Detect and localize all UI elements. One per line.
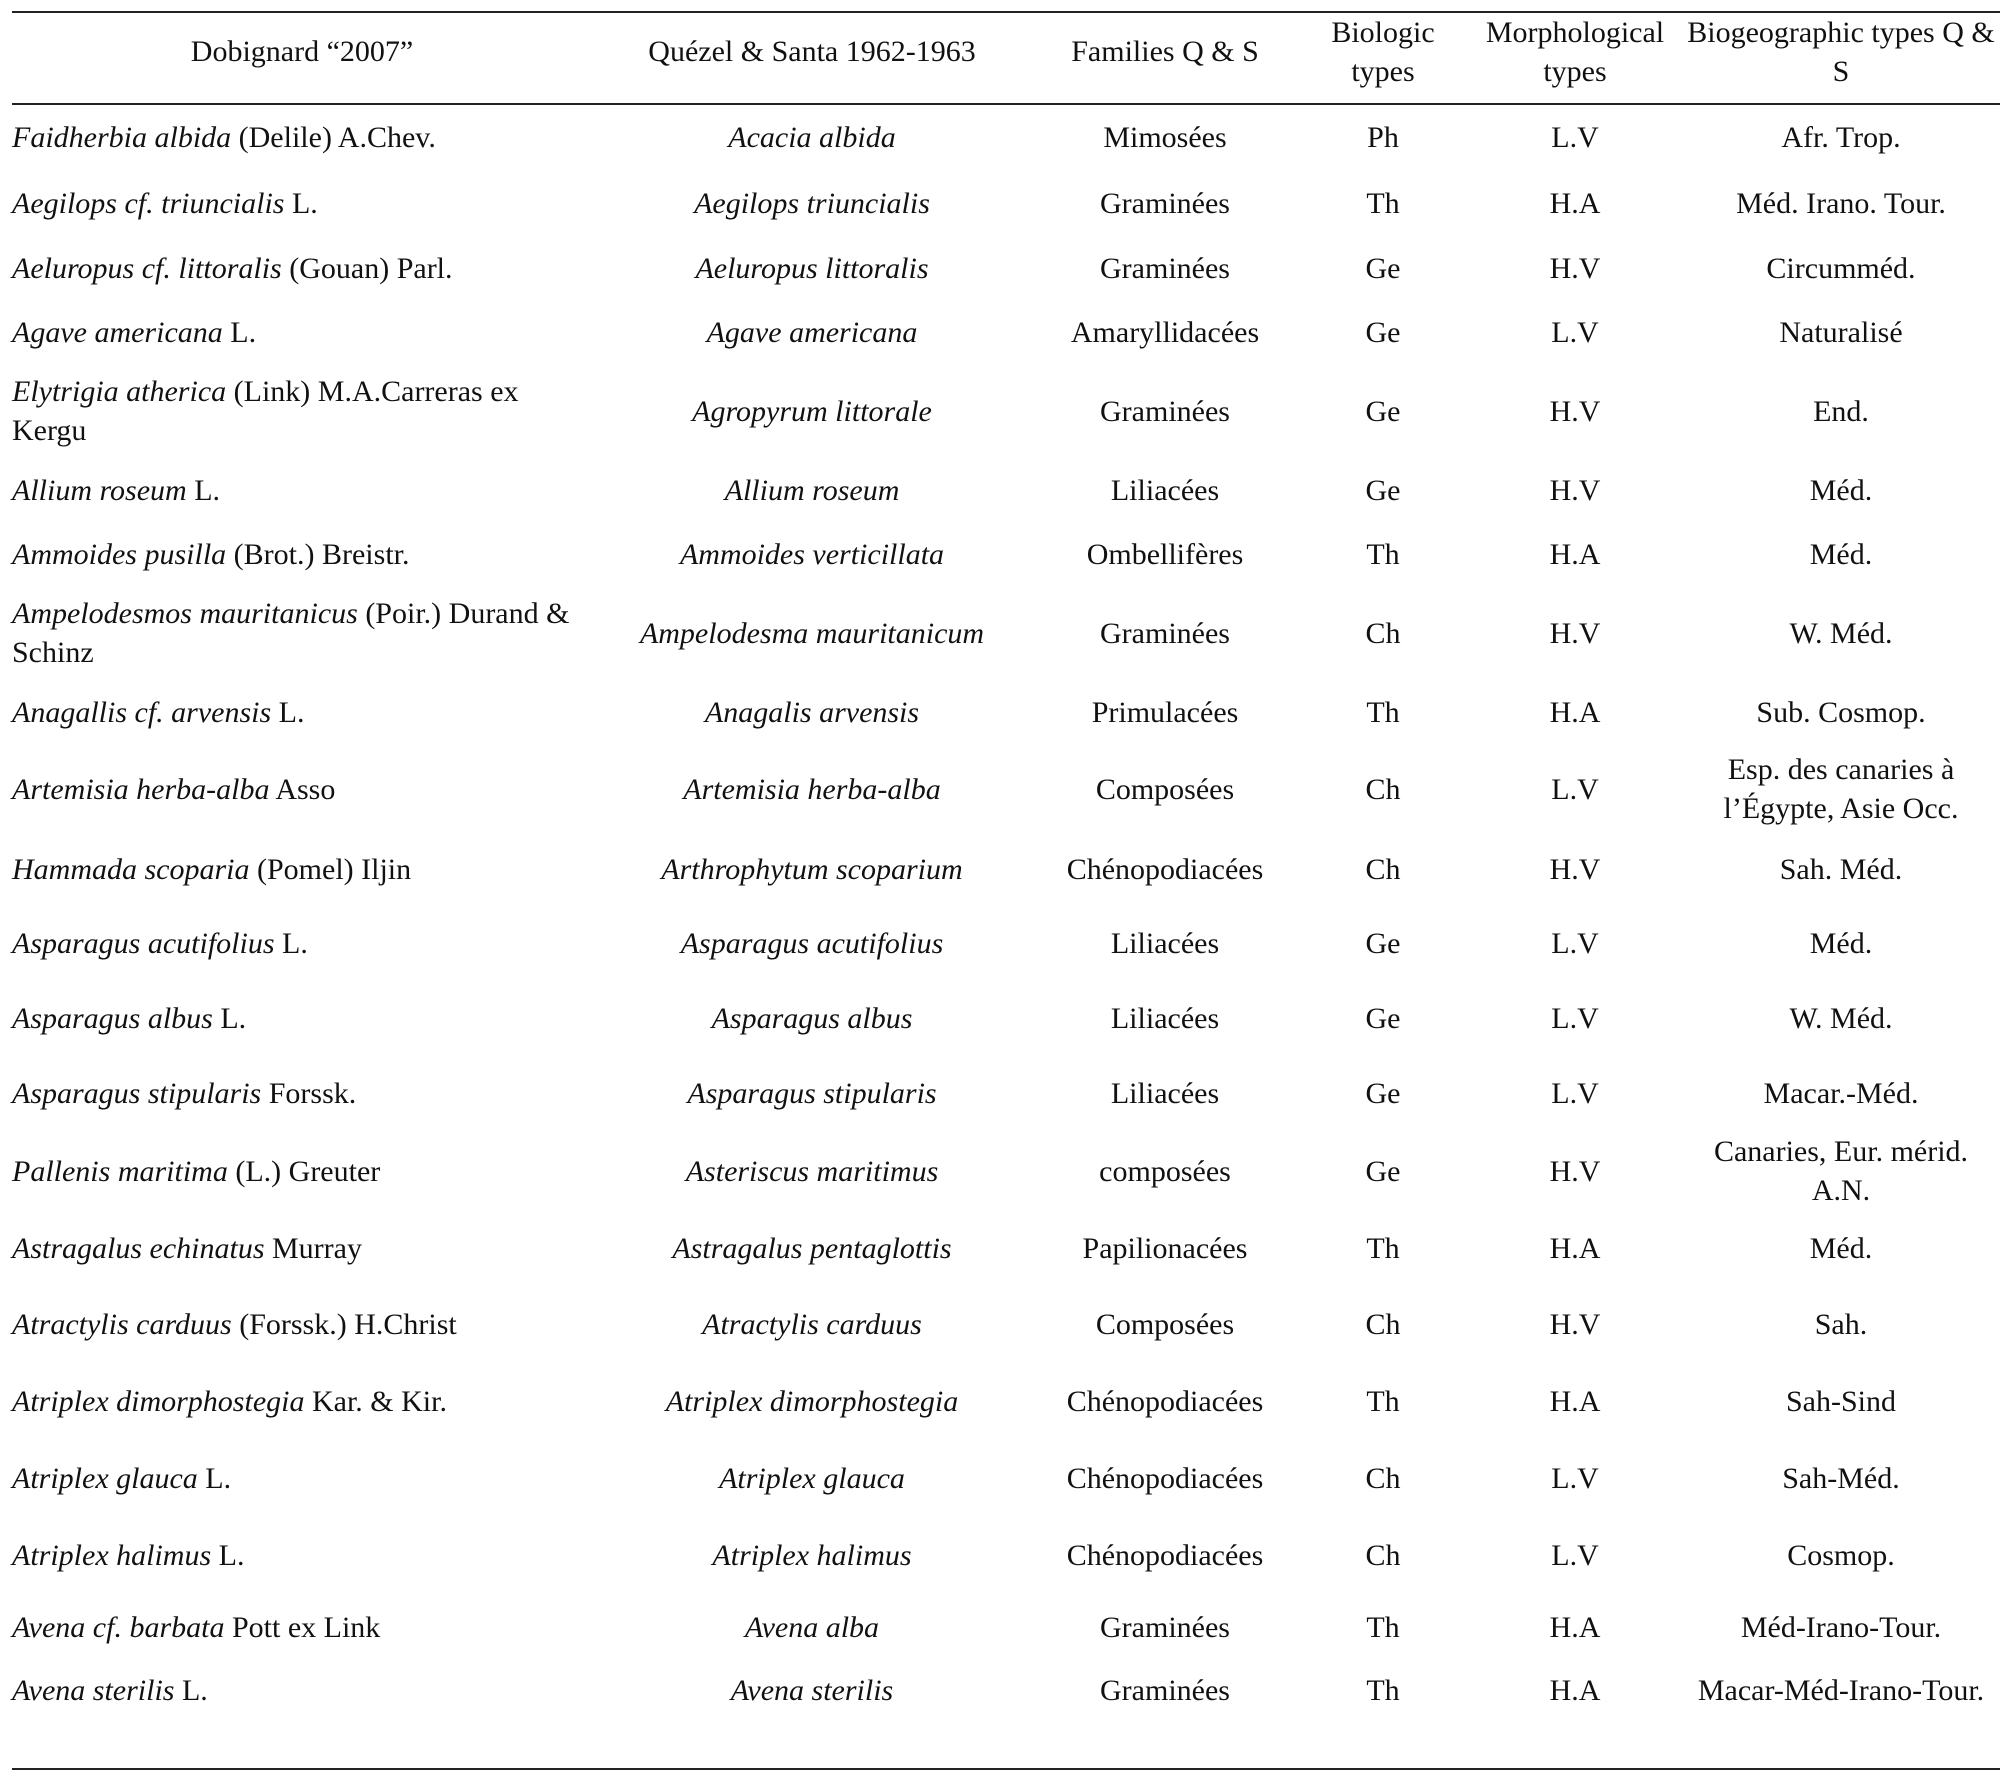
cell-morphological-type: H.V (1549, 616, 1601, 650)
cell-family: Ombellifères (1086, 537, 1244, 571)
header-dobignard: Dobignard “2007” (12, 0, 592, 104)
cell-biologic-type: Ge (1365, 1001, 1401, 1035)
species-author: (Brot.) Breistr. (226, 537, 410, 571)
species-author: L. (186, 473, 221, 507)
cell-morphological-type: H.A (1549, 537, 1601, 571)
cell-dobignard-name (12, 458, 592, 522)
species-name: Agave americana (12, 315, 223, 349)
cell-dobignard-name (12, 1054, 592, 1132)
cell-quezel-santa-name: Anagalis arvensis (704, 695, 920, 729)
cell-biologic-type: Th (1366, 186, 1400, 220)
species-author: L. (271, 695, 305, 729)
table-row (12, 744, 2000, 834)
cell-family: Graminées (1100, 1673, 1230, 1707)
species-name: Faidherbia albida (12, 121, 232, 154)
table-row (12, 458, 2000, 522)
species-author: L. (222, 315, 257, 349)
cell-family: Amaryllidacées (1070, 315, 1260, 349)
cell-biologic-type: Ge (1365, 315, 1401, 349)
cell-morphological-type: H.A (1549, 186, 1601, 220)
table-row (12, 522, 2000, 586)
cell-morphological-type: L.V (1551, 1538, 1599, 1572)
cell-biogeographic-type: Afr. Trop. (1781, 121, 1901, 154)
species-author: L. (174, 1673, 208, 1707)
cell-quezel-santa-name: Allium roseum (724, 473, 900, 507)
species-author: (Forssk.) H.Christ (231, 1307, 457, 1341)
cell-morphological-type: H.A (1549, 1673, 1601, 1707)
cell-biogeographic-type: Sah. Méd. (1779, 852, 1903, 886)
cell-family: Liliacées (1110, 926, 1220, 960)
species-name: Avena sterilis (12, 1673, 175, 1707)
species-author: (Delile) A.Chev. (231, 121, 436, 154)
cell-morphological-type: H.V (1549, 1307, 1601, 1341)
cell-biogeographic-type: Sah-Méd. (1782, 1461, 1900, 1495)
cell-quezel-santa-name: Asparagus stipularis (687, 1076, 937, 1110)
cell-dobignard-name (12, 904, 592, 982)
cell-family: Graminées (1100, 616, 1230, 650)
cell-dobignard-name (12, 236, 592, 300)
species-name: Anagallis cf. arvensis (12, 695, 272, 729)
species-name: Ampelodesmos mauritanicus (12, 597, 358, 630)
table-row (12, 170, 2000, 236)
cell-family: Liliacées (1110, 473, 1220, 507)
species-name: Atractylis carduus (12, 1307, 232, 1341)
cell-dobignard-name (12, 834, 592, 904)
species-name: Aegilops cf. triuncialis (12, 186, 285, 220)
cell-biogeographic-type: Cosmop. (1787, 1538, 1895, 1572)
species-name: Hammada scoparia (12, 852, 250, 886)
cell-quezel-santa-name: Avena sterilis (730, 1673, 894, 1707)
cell-dobignard-name (12, 1132, 592, 1210)
cell-morphological-type: H.V (1549, 473, 1601, 507)
cell-biologic-type: Th (1366, 1610, 1400, 1644)
cell-biogeographic-type: Macar-Méd-Irano-Tour. (1697, 1673, 1985, 1707)
species-name: Avena cf. barbata (12, 1610, 225, 1644)
cell-biogeographic-type: Canaries, Eur. mérid. A.N. (1713, 1135, 1969, 1207)
cell-morphological-type: L.V (1551, 1076, 1599, 1110)
cell-biogeographic-type: Sub. Cosmop. (1756, 695, 1926, 729)
species-name: Astragalus echinatus (12, 1231, 265, 1265)
cell-biogeographic-type: Méd. (1809, 926, 1873, 960)
cell-family: Mimosées (1103, 121, 1227, 154)
cell-family: Composées (1095, 772, 1235, 806)
species-name: Asparagus stipularis (12, 1076, 262, 1110)
cell-morphological-type: L.V (1551, 1461, 1599, 1495)
cell-morphological-type: L.V (1551, 315, 1599, 349)
cell-family: Graminées (1100, 251, 1230, 285)
cell-quezel-santa-name: Atriplex glauca (719, 1461, 905, 1495)
cell-biogeographic-type: W. Méd. (1789, 616, 1893, 650)
header-row (12, 0, 2000, 104)
cell-morphological-type: L.V (1551, 926, 1599, 960)
cell-morphological-type: H.A (1549, 695, 1601, 729)
cell-morphological-type: H.A (1549, 1610, 1601, 1644)
table-header (12, 0, 2000, 104)
species-author: L. (197, 1461, 232, 1495)
header-morphological-types: Morphological types (1468, 0, 1682, 104)
header-biogeographic-types: Biogeographic types Q & S (1682, 0, 2000, 104)
table-row (12, 1594, 2000, 1660)
cell-quezel-santa-name: Astragalus pentaglottis (672, 1231, 952, 1265)
species-author: (Pomel) Iljin (249, 852, 412, 886)
table-row (12, 1286, 2000, 1362)
table-row (12, 1210, 2000, 1286)
species-name: Asparagus acutifolius (12, 926, 275, 960)
cell-dobignard-name (12, 744, 592, 834)
cell-family: Chénopodiacées (1066, 1538, 1264, 1572)
header-families: Families Q & S (1032, 0, 1298, 104)
table-row (12, 236, 2000, 300)
cell-biogeographic-type: Méd. Irano. Tour. (1736, 186, 1946, 220)
table-bottom-rule (12, 1768, 2000, 1770)
cell-biologic-type: Th (1366, 695, 1400, 729)
cell-morphological-type: H.V (1549, 852, 1601, 886)
cell-quezel-santa-name: Aeluropus littoralis (695, 251, 929, 285)
cell-dobignard-name (12, 522, 592, 586)
species-author: (L.) Greuter (227, 1154, 381, 1188)
cell-morphological-type: H.V (1549, 1154, 1601, 1188)
cell-morphological-type: L.V (1551, 1001, 1599, 1035)
species-author: L. (211, 1538, 245, 1572)
cell-quezel-santa-name: Asteriscus maritimus (685, 1154, 939, 1188)
cell-family: Liliacées (1110, 1076, 1220, 1110)
cell-biologic-type: Ge (1365, 1076, 1401, 1110)
cell-family: Chénopodiacées (1066, 1384, 1264, 1418)
cell-quezel-santa-name: Atriplex dimorphostegia (665, 1384, 959, 1418)
cell-dobignard-name (12, 1286, 592, 1362)
cell-quezel-santa-name: Agave americana (706, 315, 918, 349)
table-row (12, 1132, 2000, 1210)
cell-biologic-type: Th (1366, 537, 1400, 571)
table-row (12, 680, 2000, 744)
table-row (12, 104, 2000, 170)
cell-biologic-type: Th (1366, 1673, 1400, 1707)
species-name: Ammoides pusilla (12, 537, 227, 571)
species-name: Allium roseum (12, 473, 187, 507)
cell-biogeographic-type: Esp. des canaries à l’Égypte, Asie Occ. (1723, 753, 1959, 825)
cell-biologic-type: Ch (1365, 852, 1401, 886)
header-quezel-santa: Quézel & Santa 1962-1963 (592, 0, 1032, 104)
species-name: Asparagus albus (12, 1001, 213, 1035)
cell-family: Graminées (1100, 186, 1230, 220)
cell-dobignard-name (12, 1440, 592, 1516)
table-row (12, 1362, 2000, 1440)
species-author: Asso (269, 772, 336, 806)
species-name: Artemisia herba-alba (12, 772, 270, 806)
cell-family: Chénopodiacées (1066, 852, 1264, 886)
cell-dobignard-name (12, 1516, 592, 1594)
cell-biogeographic-type: Naturalisé (1779, 315, 1903, 349)
cell-biologic-type: Ch (1365, 1538, 1401, 1572)
cell-family: Papilionacées (1082, 1231, 1248, 1265)
species-name: Pallenis maritima (12, 1154, 228, 1188)
cell-quezel-santa-name: Artemisia herba-alba (683, 772, 941, 806)
table-row (12, 834, 2000, 904)
species-author: L. (212, 1001, 247, 1035)
species-table (12, 0, 2000, 1720)
cell-morphological-type: L.V (1551, 772, 1599, 806)
species-author: L. (274, 926, 308, 960)
species-author: L. (284, 186, 318, 220)
cell-quezel-santa-name: Agropyrum littorale (692, 394, 932, 428)
cell-family: Graminées (1100, 1610, 1230, 1644)
cell-dobignard-name (12, 300, 592, 364)
table-row (12, 1440, 2000, 1516)
cell-dobignard-name (12, 1362, 592, 1440)
cell-biogeographic-type: Méd. (1809, 1231, 1873, 1265)
species-author: Pott ex Link (224, 1610, 381, 1644)
cell-family: composées (1099, 1154, 1231, 1188)
cell-biogeographic-type: Sah. (1814, 1307, 1868, 1341)
cell-biologic-type: Th (1366, 1384, 1400, 1418)
cell-biologic-type: Th (1366, 1231, 1400, 1265)
table-row (12, 1516, 2000, 1594)
cell-morphological-type: H.A (1549, 1231, 1601, 1265)
species-name: Atriplex glauca (12, 1461, 198, 1495)
cell-dobignard-name (12, 364, 592, 458)
cell-dobignard-name (12, 680, 592, 744)
cell-dobignard-name (12, 1594, 592, 1660)
species-author: Forssk. (261, 1076, 357, 1110)
species-author: (Gouan) Parl. (281, 251, 453, 285)
cell-biogeographic-type: Méd. (1809, 537, 1873, 571)
cell-morphological-type: H.V (1549, 394, 1601, 428)
cell-quezel-santa-name: Ampelodesma mauritanicum (639, 616, 985, 650)
cell-quezel-santa-name: Atriplex halimus (712, 1538, 912, 1572)
cell-biogeographic-type: Méd-Irano-Tour. (1740, 1610, 1942, 1644)
cell-family: Liliacées (1110, 1001, 1220, 1035)
cell-biologic-type: Ph (1367, 121, 1399, 154)
table-row (12, 364, 2000, 458)
cell-biologic-type: Ch (1365, 772, 1401, 806)
cell-biogeographic-type: Macar.-Méd. (1763, 1076, 1919, 1110)
cell-family: Chénopodiacées (1066, 1461, 1264, 1495)
cell-biologic-type: Ch (1365, 1307, 1401, 1341)
cell-biologic-type: Ge (1365, 473, 1401, 507)
cell-quezel-santa-name: Atractylis carduus (702, 1307, 922, 1341)
cell-biogeographic-type: End. (1813, 394, 1869, 428)
cell-morphological-type: L.V (1551, 121, 1599, 154)
cell-quezel-santa-name: Ammoides verticillata (679, 537, 945, 571)
species-name: Elytrigia atherica (12, 375, 227, 408)
header-biologic-types: Biologic types (1298, 0, 1468, 104)
cell-dobignard-name (12, 982, 592, 1054)
species-author: Murray (264, 1231, 362, 1265)
cell-dobignard-name (12, 1210, 592, 1286)
cell-quezel-santa-name: Arthrophytum scoparium (661, 852, 963, 886)
cell-biogeographic-type: Sah-Sind (1785, 1384, 1896, 1418)
cell-family: Graminées (1100, 394, 1230, 428)
table-row (12, 300, 2000, 364)
table-row (12, 982, 2000, 1054)
cell-biogeographic-type: W. Méd. (1789, 1001, 1893, 1035)
cell-quezel-santa-name: Avena alba (744, 1610, 880, 1644)
table-body (12, 104, 2000, 1720)
table-row (12, 904, 2000, 982)
table-row (12, 586, 2000, 680)
cell-biogeographic-type: Méd. (1809, 473, 1873, 507)
cell-dobignard-name (12, 1660, 592, 1720)
species-name: Aeluropus cf. littoralis (12, 251, 282, 285)
cell-quezel-santa-name: Acacia albida (728, 121, 896, 154)
species-author: (Link) M.A.Carreras ex Kergu (12, 375, 527, 447)
species-author: Kar. & Kir. (304, 1384, 447, 1418)
cell-family: Composées (1095, 1307, 1235, 1341)
cell-biologic-type: Ge (1365, 394, 1401, 428)
cell-quezel-santa-name: Asparagus acutifolius (680, 926, 944, 960)
cell-dobignard-name (12, 170, 592, 236)
cell-biologic-type: Ge (1365, 926, 1401, 960)
species-author: (Poir.) Durand & Schinz (12, 597, 577, 669)
species-name: Atriplex dimorphostegia (12, 1384, 305, 1418)
cell-biologic-type: Ch (1365, 616, 1401, 650)
cell-biogeographic-type: Circumméd. (1766, 251, 1916, 285)
species-name: Atriplex halimus (12, 1538, 212, 1572)
cell-dobignard-name (12, 104, 592, 170)
cell-family: Primulacées (1091, 695, 1239, 729)
table-row (12, 1054, 2000, 1132)
cell-quezel-santa-name: Aegilops triuncialis (694, 186, 930, 220)
cell-dobignard-name (12, 586, 592, 680)
cell-morphological-type: H.A (1549, 1384, 1601, 1418)
cell-biologic-type: Ge (1365, 1154, 1401, 1188)
cell-quezel-santa-name: Asparagus albus (711, 1001, 913, 1035)
cell-biologic-type: Ch (1365, 1461, 1401, 1495)
table-row (12, 1660, 2000, 1720)
cell-morphological-type: H.V (1549, 251, 1601, 285)
cell-biologic-type: Ge (1365, 251, 1401, 285)
